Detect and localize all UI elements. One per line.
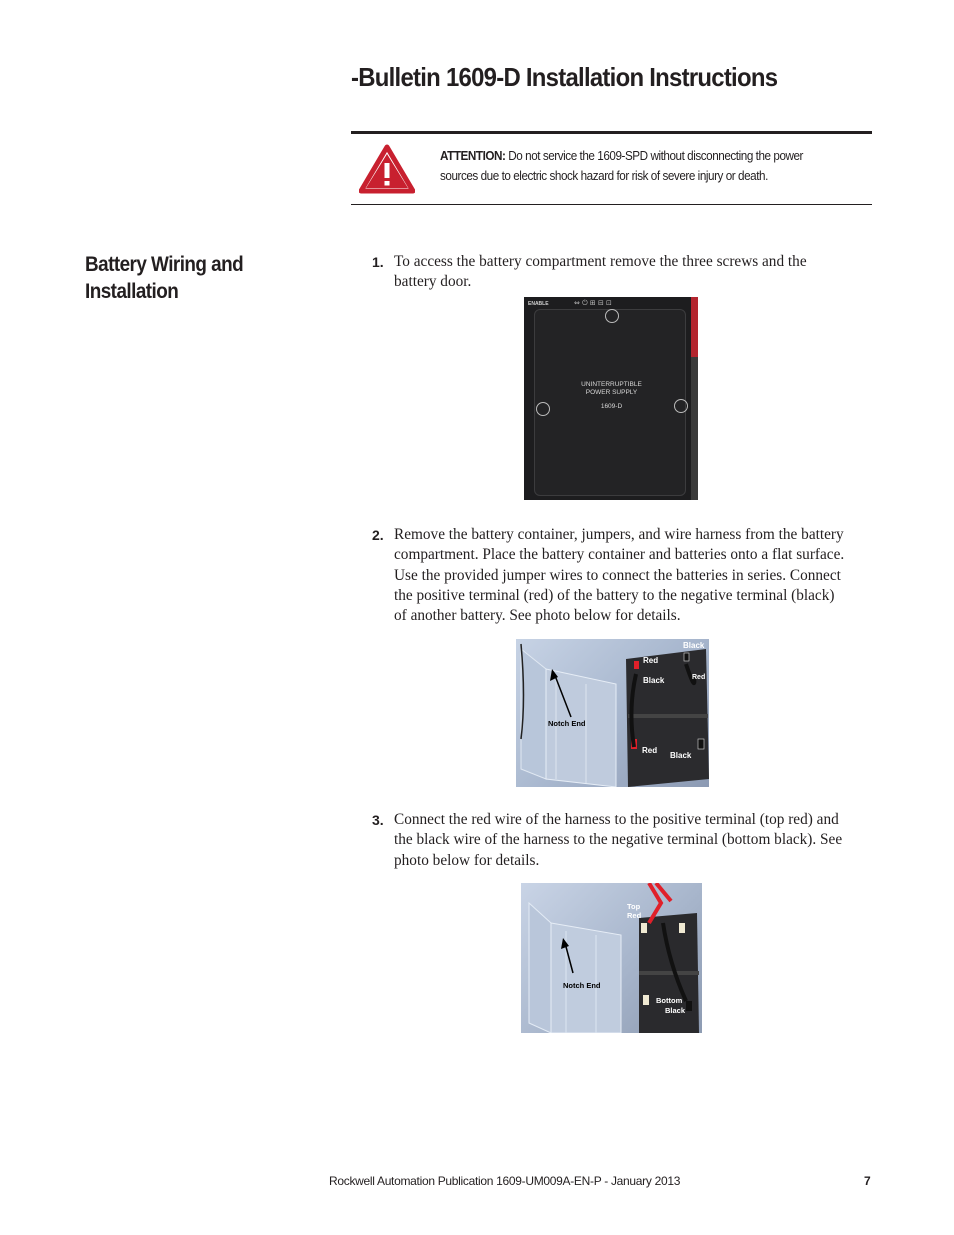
step-number: 3. — [372, 812, 384, 828]
label-bottom-black — [656, 996, 685, 1016]
step-text — [394, 252, 872, 293]
footer-publication: Rockwell Automation Publication 1609-UM009A-EN-P - January 2013 — [329, 1174, 681, 1188]
port-icons: ⇔ ⏻ ⊞ ⊟ ⊡ — [574, 299, 612, 307]
attention-label: ATTENTION: — [440, 148, 506, 163]
terminal-bottom-black — [686, 1001, 692, 1011]
step-line: Connect the red wire of the harness to the positive terminal (top red) and — [394, 811, 839, 828]
tray-drawing — [516, 639, 709, 787]
screw-top-icon — [605, 309, 619, 323]
section-heading-line2: Installation — [85, 280, 179, 303]
attention-text — [440, 146, 818, 186]
terminal — [679, 923, 685, 933]
device-label-line: POWER SUPPLY — [585, 389, 638, 396]
red-side-strip — [691, 297, 698, 357]
terminal-black — [684, 653, 689, 661]
warning-triangle-icon — [359, 144, 415, 194]
terminal-black — [698, 739, 704, 749]
harness-connection-photo — [521, 883, 702, 1033]
device-label — [564, 381, 659, 411]
label-black: Black — [665, 1006, 686, 1015]
step-line: the black wire of the harness to the negative terminal (bottom black). See — [394, 831, 843, 849]
page-title: -Bulletin 1609-D Installation Instructions — [351, 62, 778, 92]
battery-series-photo — [516, 639, 709, 787]
attention-line2: sources due to electric shock hazard for risk of severe injury or death. — [440, 168, 768, 183]
label-red-right: Red — [692, 674, 706, 681]
step-2 — [372, 525, 872, 627]
step-text — [394, 810, 872, 871]
device-label-line: UNINTERRUPTIBLE — [581, 381, 642, 388]
step-line: Use the provided jumper wires to connect the batteries in series. Connect — [394, 566, 841, 584]
label-black-bottom: Black — [670, 751, 692, 760]
step-line: photo below for details. — [394, 851, 540, 869]
step-line: compartment. Place the battery container and batteries onto a flat surface. — [394, 546, 845, 564]
label-notch-end: Notch End — [563, 981, 601, 990]
step-line: Remove the battery container, jumpers, and wire harness from the battery — [394, 526, 844, 543]
step-line: To access the battery compartment remove the three screws and the — [394, 253, 807, 270]
label-top-red — [627, 902, 641, 920]
attention-line1: Do not service the 1609-SPD without disconnecting the power — [505, 148, 804, 163]
step-number: 1. — [372, 254, 384, 270]
step-number: 2. — [372, 527, 384, 543]
step-line: the positive terminal (red) of the battery to the negative terminal (black) — [394, 586, 835, 604]
screw-left-icon — [536, 402, 550, 416]
side-strip — [691, 357, 698, 500]
terminal-red — [634, 661, 639, 669]
attention-box — [351, 131, 872, 205]
step-1 — [372, 252, 872, 294]
page-number: 7 — [864, 1174, 871, 1188]
label-black-top: Black — [683, 641, 705, 650]
label-notch-end: Notch End — [548, 719, 586, 728]
label-red-bottom: Red — [642, 746, 658, 755]
section-heading-line1: Battery Wiring and — [85, 253, 244, 276]
device-model-label: 1609-D — [600, 403, 623, 410]
step-line: of another battery. See photo below for details. — [394, 607, 681, 625]
terminal-top-red — [641, 923, 647, 933]
label-top: Top — [627, 902, 641, 911]
label-red: Red — [627, 911, 642, 920]
section-heading — [85, 251, 292, 305]
label-red-top: Red — [643, 656, 659, 665]
step-text — [394, 525, 872, 626]
label-black-mid: Black — [643, 676, 665, 685]
enable-label: ENABLE — [528, 301, 549, 307]
label-bottom: Bottom — [656, 996, 683, 1005]
step-3 — [372, 810, 872, 872]
step-line: battery door. — [394, 273, 472, 291]
terminal — [643, 995, 649, 1005]
screw-right-icon — [674, 399, 688, 413]
ups-front-photo — [524, 297, 698, 500]
